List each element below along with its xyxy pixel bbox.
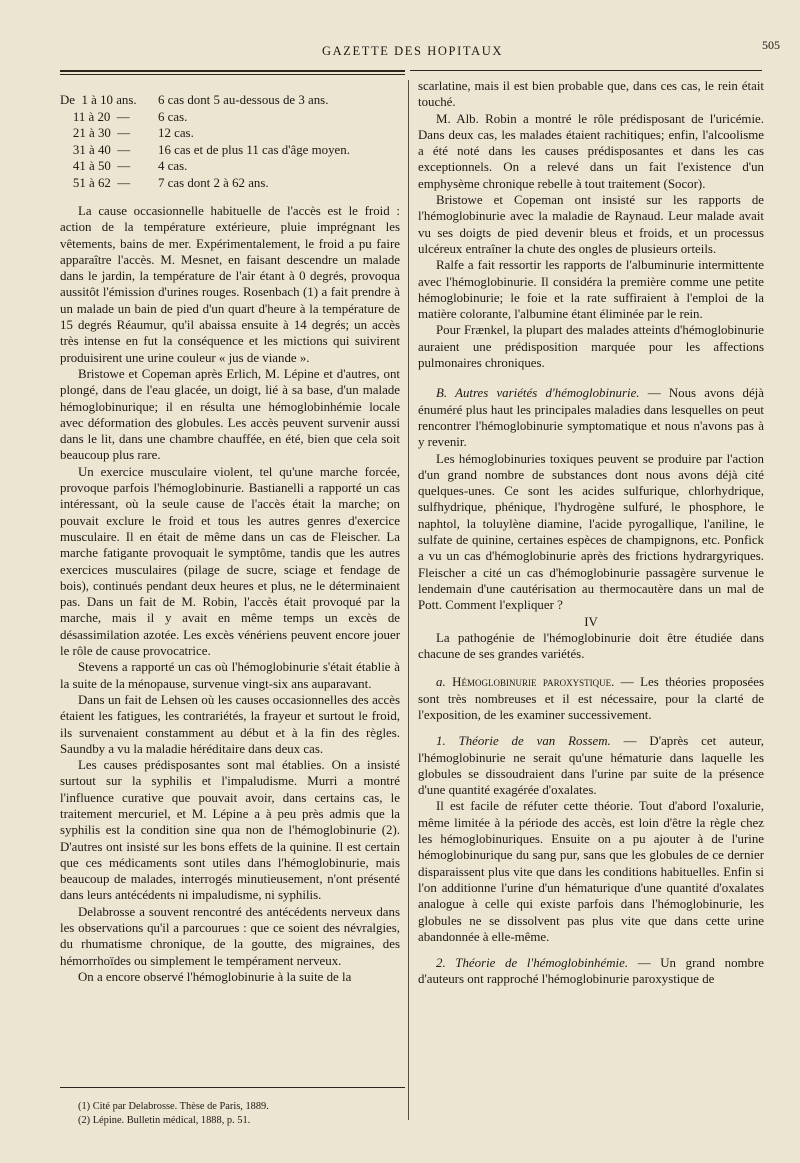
column-divider [408,80,409,1120]
paragraph: La cause occasionnelle habituelle de l'accès est le froid : action de la température extérieure, pluie imprégnant les vêtements, bains de mer. Expérimentalement, le froid a pu faire apparaître l'accès. M. Mesnet, en faisant descendre un malade dans le jardin, la température de l'air étant à 0 degrés, provoqua aussitôt l'émission d'urines rouges. Rosenbach (1) a fait prendre à un malade un bain de pied d'un quart d'heure à la température de 15 degrés Réaumur, qu'il abaissa ensuite à 14 degrés; un accès très intense en fut la conséquence et les mictions qui suivirent produisirent une urine couleur « jus de viande ». [60,204,400,365]
section-b-paragraph [418,385,764,450]
left-column [60,92,400,985]
header-rule-thin [60,74,405,75]
running-title: GAZETTE DES HOPITAUX [322,44,503,58]
header-rule [60,70,405,72]
footnote: (2) Lépine. Bulletin médical, 1888, p. 51. [78,1114,251,1126]
right-column [418,78,764,988]
age-range: 41 à 50 — [60,159,131,173]
age-row [60,125,400,142]
paragraph: La pathogénie de l'hémoglobinurie doit être étudiée dans chacune de ses grandes variétés. [418,630,764,662]
theory-1-paragraph [418,733,764,798]
age-range: De 1 à 10 ans. [60,93,137,107]
subsection-a-paragraph [418,674,764,723]
paragraph: M. Alb. Robin a montré le rôle prédisposant de l'uricémie. Dans deux cas, les malades étaient rachitiques; enfin, l'alcoolisme a été noté dans les causes prédisposantes et dans les cas exceptionnels. On a relevé dans un fait l'existence d'un emphysème chronique rebelle à tout traitement (Socor). [418,111,764,191]
paragraph: Bristowe et Copeman ont insisté sur les rapports de l'hémoglobinurie avec la maladie de Raynaud. Leur malade avait vu ses doigts de pied devenir bleus et froids, et un processus ulcéreux entraîner la chute des ongles de plusieurs orteils. [418,193,764,256]
section-b-heading: B. Autres variétés d'hémoglobinurie. [436,386,640,401]
paragraph: Ralfe a fait ressortir les rapports de l'albuminurie intermittente avec l'hémoglobinurie. Il considéra la première comme une petite hémoglobinurie; le foie et la rate suffiraient à l'emploi de la matière colorante, l'albumine étant éliminée par le rein. [418,258,764,322]
age-row [60,109,400,126]
paragraph: Les hémoglobinuries toxiques peuvent se produire par l'action d'un grand nombre de substances dont nous avons déjà cité quelques-unes. Ce sont les acides sulfurique, chlorhydrique, sulfhydrique, phénique, l'hydrogène sulfuré, le phosphore, le naphtol, la toluylène diamine, l'acide pyrogallique, l'aniline, le sulfate de quinine, certaines espèces de champignons, etc. Ponfick a vu un cas d'hémoglobinurie après des frictions hydrargyriques. Fleischer a cité un cas d'hémoglobinurie passagère survenue le lendemain d'une cautérisation au thermocautère dans un mal de Pott. Comment l'expliquer ? [418,451,764,613]
theory-2-text: — Un grand nombre d'auteurs ont rapproché l'hémoglobinurie paroxystique de [418,956,764,987]
age-row [60,175,400,192]
theory-1-heading: 1. Théorie de van Rossem. [436,734,611,749]
paragraph: Bristowe et Copeman après Erlich, M. Lépine et d'autres, ont plongé, dans de l'eau glacée, un doigt, lié à sa base, d'un malade hémoglobinurique; il en résulta une hémoglobinhémie locale avec déformation des globules. Les accès peuvent survenir aussi dans le lit, dans une chambre chauffée, en été, bien que cela soit beaucoup plus rare. [60,366,400,463]
paragraph: Les causes prédisposantes sont mal établies. On a insisté surtout sur la syphilis et l'impaludisme. Murri a montré l'influence curative que pouvait avoir, dans certains cas, le traitement mercuriel, et M. Lépine a à peu près admis que la syphilis est la condition sine qua non de l'hémoglobinurie (2). D'autres ont insisté sur les bons effets de la quinine. Il est certain que ces médicaments sont utiles dans l'hémoglobinurie, mais beaucoup de malades, interrogés minutieusement, n'ont présenté dans leurs antécédents ni impaludisme, ni syphilis. [60,758,400,903]
age-range: 51 à 62 — [60,175,131,190]
paragraph: Stevens a rapporté un cas où l'hémoglobinurie s'était établie à la suite de la ménopause, survenue vingt-six ans auparavant. [60,660,400,691]
footnote: (1) Cité par Delabrosse. Thèse de Paris, 1889. [78,1101,269,1112]
age-cases: 16 cas et de plus 11 cas d'âge moyen. [158,142,350,157]
age-cases: 6 cas dont 5 au-dessous de 3 ans. [158,93,329,107]
age-range: 21 à 30 — [60,126,131,140]
theory-2-heading: 2. Théorie de l'hémoglobinhémie. [436,956,629,971]
theory-1-text: — D'après cet auteur, l'hémoglobinurie ne serait qu'une hématurie dans laquelle les globules se dissoudraient dans l'urine par suite de la présence d'une quantité exagérée d'oxalates. [418,734,764,798]
age-range: 31 à 40 — [60,142,131,157]
section-heading: IV [584,614,598,629]
section-b-text: — Nous avons déjà énuméré plus haut les principales maladies dans lesquelles on peut rencontrer l'hémoglobinurie symptomatique et nous n'avons pas à y revenir. [418,386,764,450]
header-rule-right [410,70,762,71]
subsection-a-text: — Les théories proposées sont très nombreuses et il est nécessaire, pour la clarté de l'exposition, de les examiner successivement. [418,675,765,722]
paragraph: Delabrosse a souvent rencontré des antécédents nerveux dans les observations qu'il a parcourues : que ce soient des névralgies, du rhumatisme chronique, de la goutte, des migraines, des hémorrhoïdes ou simplement le tempérament nerveux. [60,904,400,968]
age-row [60,142,400,159]
paragraph: Dans un fait de Lehsen où les causes occasionnelles des accès étaient les fatigues, les contrariétés, la frayeur et surtout le froid, ils survenaient constamment au début et à la fin des règles. Saundby a vu la maladie héréditaire dans deux cas. [60,692,400,756]
footnote-rule [60,1087,405,1088]
footnotes [78,1100,398,1127]
theory-2-paragraph [418,955,764,988]
age-cases: 6 cas. [158,109,188,124]
age-range: 11 à 20 — [60,109,130,124]
age-distribution-table [60,92,400,191]
page-number: 505 [762,38,780,52]
age-cases: 7 cas dont 2 à 62 ans. [158,175,269,190]
paragraph: Il est facile de réfuter cette théorie. Tout d'abord l'oxalurie, même limitée à la période des accès, est loin d'être la règle chez les hémoglobinuriques. Ensuite on a pu ajouter à de l'urine hémoglobinurique du sang pur, sans que les globules de ce dernier disparaissent plus vite que dans les conditions habituelles. Enfin si l'on additionne l'urine d'un hématurique d'une quantité d'oxalates analogue à celle qui existe parfois dans l'hémoglobinurie, les globules ne se dissolvent pas plus vite que dans cette urine abandonnée à elle-même. [418,799,764,944]
paragraph: On a encore observé l'hémoglobinurie à la suite de la [78,969,352,984]
age-row [60,92,400,109]
paragraph: scarlatine, mais il est bien probable que, dans ces cas, le rein était touché. [418,79,764,110]
subsection-a-label: a. [436,675,453,690]
age-cases: 4 cas. [158,159,188,173]
subsection-a-heading: Hémoglobinurie paroxystique. [452,675,615,690]
paragraph: Un exercice musculaire violent, tel qu'une marche forcée, provoque parfois l'hémoglobinurie. Bastianelli a rapporté un cas intéressant, où la seule cause de l'accès était la marche; on pouvait exclure le froid et tous les autres genres d'exercice musculaire. Il en était de même dans un cas de Fleischer. La marche fatigante provoquait le symptôme, tandis que les autres exercices musculaires (pilage de sucre, sciage et fendage de bois), continués pendant deux heures et plus, ne le déterminaient pas. Dans un fait de M. Robin, l'accès était provoqué par la marche, mais il y avait en même temps un excès de désassimilation azotée. Les excès vénériens peuvent encore jouer le rôle de cause provocatrice. [60,464,400,659]
age-cases: 12 cas. [158,126,194,140]
paragraph: Pour Frænkel, la plupart des malades atteints d'hémoglobinurie auraient une prédisposition marquée pour les affections pulmonaires chroniques. [418,323,764,371]
age-row [60,158,400,175]
